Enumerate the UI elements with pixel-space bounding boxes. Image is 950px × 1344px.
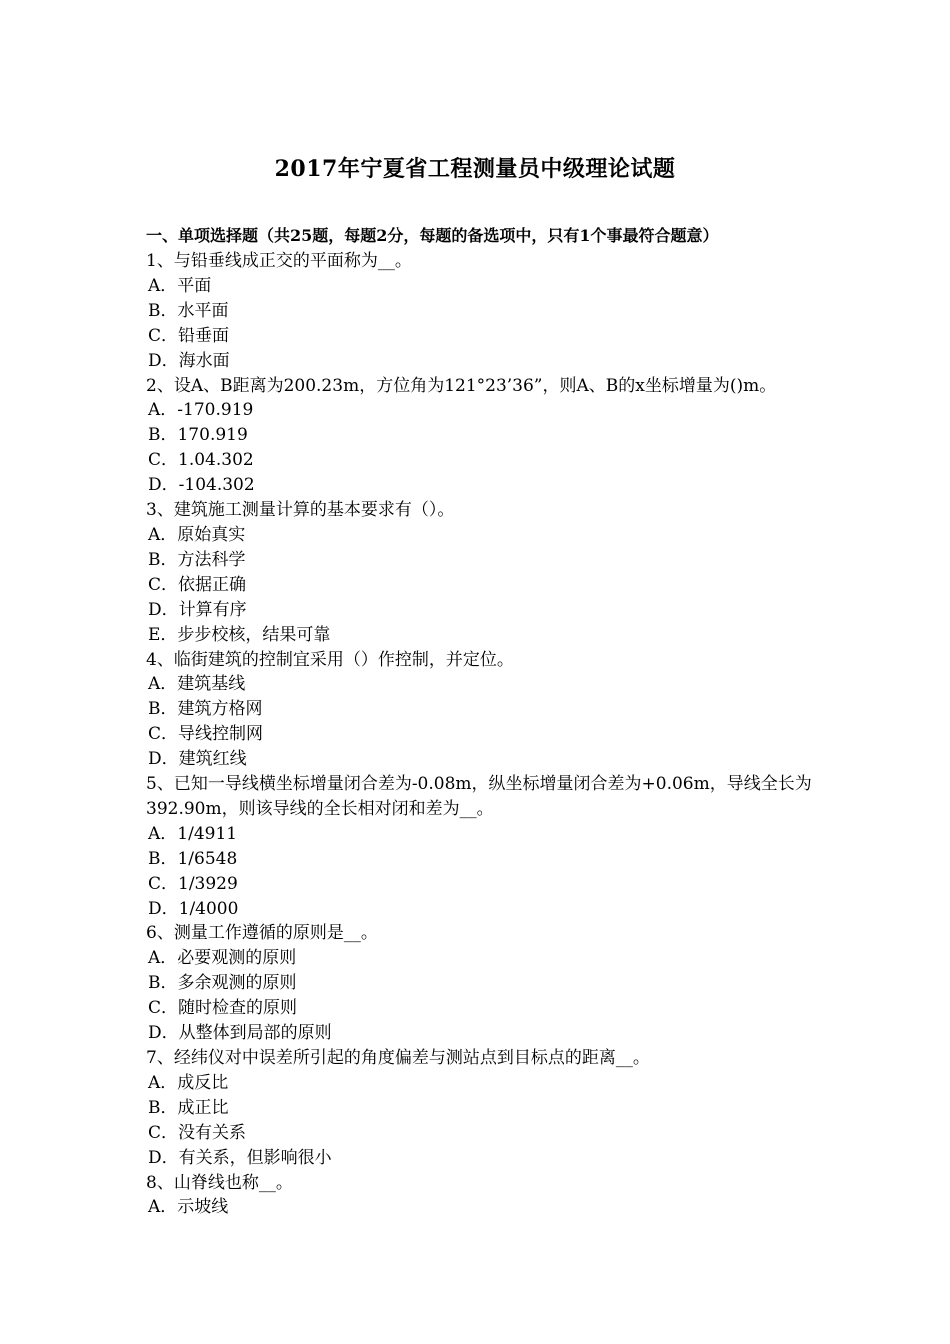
answer-option: C．1/3929 [148, 873, 238, 894]
answer-option: A．-170.919 [148, 400, 254, 421]
answer-option: D．计算有序 [148, 599, 247, 620]
answer-option: E．步步校核，结果可靠 [148, 624, 331, 645]
answer-option: B．多余观测的原则 [148, 973, 297, 994]
answer-option: C．铅垂面 [148, 325, 230, 346]
answer-option: B．1/6548 [148, 848, 238, 869]
question-stem: 3、建筑施工测量计算的基本要求有（）。 [146, 500, 455, 521]
answer-option: B．方法科学 [148, 549, 246, 570]
question-list [146, 224, 814, 1220]
answer-option: B．170.919 [148, 425, 248, 446]
answer-option: C．随时检查的原则 [148, 998, 298, 1019]
answer-option: A．平面 [148, 275, 212, 296]
question-stem: 5、已知一导线横坐标增量闭合差为-0.08m，纵坐标增量闭合差为+0.06m，导线全长为392.90m，则该导线的全长相对闭和差为__。 [146, 774, 812, 819]
question-stem: 8、山脊线也称__。 [146, 1172, 293, 1193]
answer-option: A．原始真实 [148, 524, 246, 545]
answer-option: A．建筑基线 [148, 674, 246, 695]
answer-option: D．-104.302 [148, 475, 255, 496]
answer-option: C．没有关系 [148, 1122, 247, 1143]
answer-option: C．依据正确 [148, 574, 247, 595]
answer-option: B．成正比 [148, 1097, 229, 1118]
answer-option: D．建筑红线 [148, 749, 247, 770]
answer-option: D．海水面 [148, 350, 230, 371]
answer-option: D．有关系，但影响很小 [148, 1147, 332, 1168]
question-stem: 4、临街建筑的控制宜采用（）作控制，并定位。 [146, 649, 514, 670]
question-stem: 2、设A、B距离为200.23m，方位角为121°23’36”，则A、B的x坐标增量为()m。 [146, 375, 777, 396]
answer-option: B．建筑方格网 [148, 699, 263, 720]
answer-option: C．导线控制网 [148, 724, 264, 745]
answer-option: D．1/4000 [148, 898, 239, 919]
question-stem: 6、测量工作遵循的原则是__。 [146, 923, 378, 944]
questions-container [146, 249, 814, 1220]
answer-option: D．从整体到局部的原则 [148, 1023, 332, 1044]
answer-option: A．示坡线 [148, 1197, 229, 1218]
answer-option: A．必要观测的原则 [148, 948, 297, 969]
answer-option: B．水平面 [148, 300, 229, 321]
answer-option: A．1/4911 [148, 823, 238, 844]
answer-option: A．成反比 [148, 1072, 229, 1093]
question-stem: 1、与铅垂线成正交的平面称为__。 [146, 251, 412, 271]
section-heading: 一、单项选择题（共25题，每题2分，每题的备选项中，只有1个事最符合题意） [146, 226, 719, 245]
document-title: 2017年宁夏省工程测量员中级理论试题 [274, 156, 676, 182]
question-stem: 7、经纬仪对中误差所引起的角度偏差与测站点到目标点的距离__。 [146, 1048, 650, 1068]
answer-option: C．1.04.302 [148, 450, 254, 471]
